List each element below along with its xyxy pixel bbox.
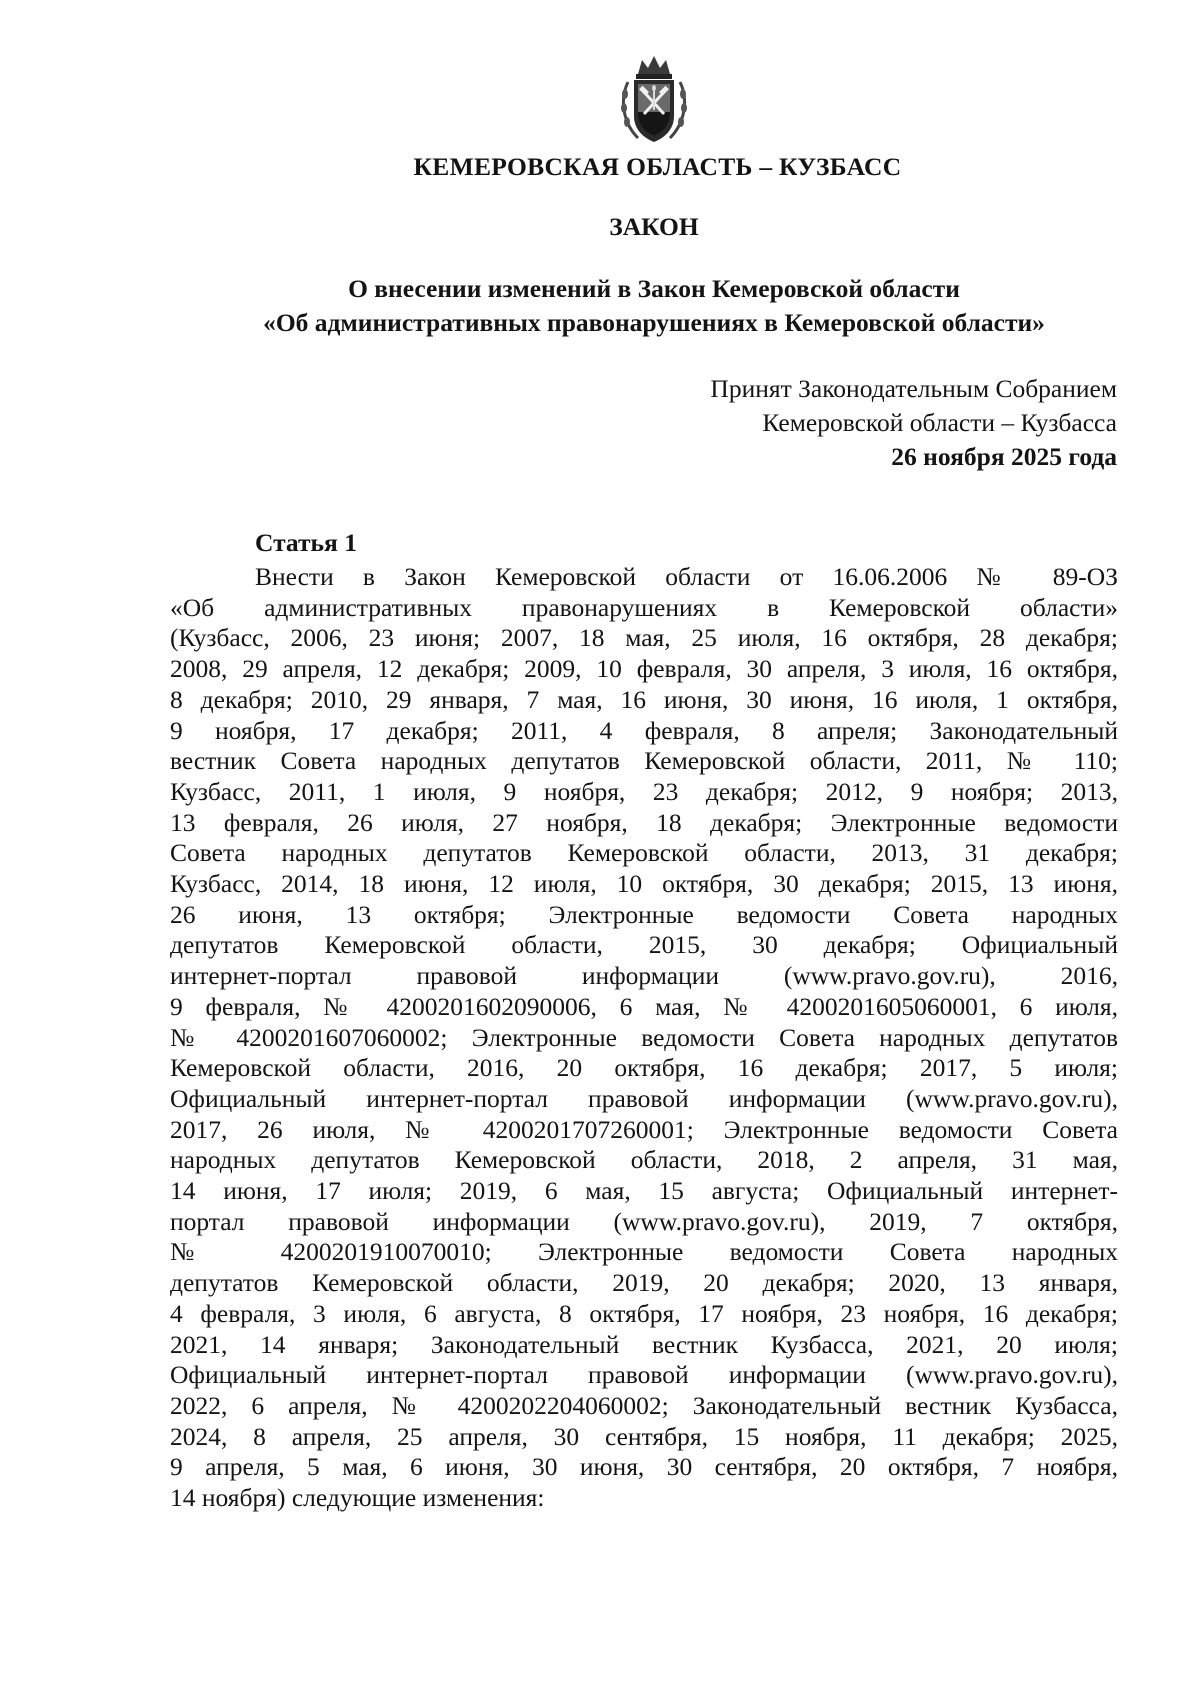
article-line: 2024, 8 апреля, 25 апреля, 30 сентября, 15 ноября, 11 декабря; 2025,	[170, 1421, 1118, 1451]
article-line: 8 декабря; 2010, 29 января, 7 мая, 16 июня, 30 июня, 16 июля, 1 октября,	[170, 684, 1118, 714]
article-line: 14 ноября) следующие изменения:	[170, 1483, 545, 1513]
article-line: «Об административных правонарушениях в Кемеровской области»	[170, 592, 1118, 622]
article-line: депутатов Кемеровской области, 2019, 20 декабря; 2020, 13 января,	[170, 1268, 1118, 1298]
article-line: 2017, 26 июля, № 4200201707260001; Электронные ведомости Совета	[170, 1114, 1118, 1144]
article-heading: Статья 1	[255, 528, 357, 557]
article-line: народных депутатов Кемеровской области, 2018, 2 апреля, 31 мая,	[170, 1145, 1118, 1175]
coat-of-arms-emblem	[618, 52, 690, 146]
law-title	[0, 272, 1200, 340]
region-title: КЕМЕРОВСКАЯ ОБЛАСТЬ – КУЗБАСС	[413, 152, 902, 181]
adoption-line-1: Принят Законодательным Собранием	[710, 374, 1117, 403]
article-line: (Кузбасс, 2006, 23 июня; 2007, 18 мая, 25 июля, 16 октября, 28 декабря;	[170, 623, 1118, 653]
article-line: Кузбасс, 2011, 1 июля, 9 ноября, 23 декабря; 2012, 9 ноября; 2013,	[170, 776, 1118, 806]
adoption-date: 26 ноября 2025 года	[891, 442, 1117, 471]
article-line: Кемеровской области, 2016, 20 октября, 16 декабря; 2017, 5 июля;	[170, 1053, 1118, 1083]
article-line: интернет-портал правовой информации (www.pravo.gov.ru), 2016,	[170, 961, 1118, 991]
article-line: 2008, 29 апреля, 12 декабря; 2009, 10 февраля, 30 апреля, 3 июля, 16 октября,	[170, 654, 1118, 684]
law-title-line-1: О внесении изменений в Закон Кемеровской области	[348, 274, 960, 303]
article-line: 26 июня, 13 октября; Электронные ведомости Совета народных	[170, 899, 1118, 929]
article-line: № 4200201607060002; Электронные ведомости Совета народных депутатов	[170, 1022, 1118, 1052]
article-line: 2022, 6 апреля, № 4200202204060002; Законодательный вестник Кузбасса,	[170, 1390, 1118, 1420]
adoption-line-2: Кемеровской области – Кузбасса	[762, 408, 1117, 437]
article-line: Официальный интернет-портал правовой информации (www.pravo.gov.ru),	[170, 1083, 1118, 1113]
article-line: 14 июня, 17 июля; 2019, 6 мая, 15 августа; Официальный интернет-	[170, 1176, 1118, 1206]
article-line: депутатов Кемеровской области, 2015, 30 декабря; Официальный	[170, 930, 1118, 960]
article-line: 9 ноября, 17 декабря; 2011, 4 февраля, 8 апреля; Законодательный	[170, 715, 1118, 745]
article-line: Кузбасс, 2014, 18 июня, 12 июля, 10 октября, 30 декабря; 2015, 13 июня,	[170, 869, 1118, 899]
article-line: Официальный интернет-портал правовой информации (www.pravo.gov.ru),	[170, 1360, 1118, 1390]
article-line: портал правовой информации (www.pravo.gov.ru), 2019, 7 октября,	[170, 1206, 1118, 1236]
article-line: Внести в Закон Кемеровской области от 16.06.2006 № 89-ОЗ	[255, 562, 1118, 591]
article-line: Совета народных депутатов Кемеровской области, 2013, 31 декабря;	[170, 838, 1118, 868]
article-line: 2021, 14 января; Законодательный вестник Кузбасса, 2021, 20 июля;	[170, 1329, 1118, 1359]
document-type: ЗАКОН	[609, 212, 699, 241]
article-line: № 4200201910070010; Электронные ведомости Совета народных	[170, 1237, 1118, 1267]
adoption-block	[710, 372, 1117, 474]
article-line: вестник Совета народных депутатов Кемеровской области, 2011, № 110;	[170, 746, 1118, 776]
law-title-line-2: «Об административных правонарушениях в Кемеровской области»	[263, 308, 1045, 337]
article-body	[170, 562, 1118, 1514]
article-line: 4 февраля, 3 июля, 6 августа, 8 октября, 17 ноября, 23 ноября, 16 декабря;	[170, 1298, 1118, 1328]
article-line: 13 февраля, 26 июля, 27 ноября, 18 декабря; Электронные ведомости	[170, 807, 1118, 837]
article-line: 9 апреля, 5 мая, 6 июня, 30 июня, 30 сентября, 20 октября, 7 ноября,	[170, 1452, 1118, 1482]
article-line: 9 февраля, № 4200201602090006, 6 мая, № 4200201605060001, 6 июля,	[170, 991, 1118, 1021]
